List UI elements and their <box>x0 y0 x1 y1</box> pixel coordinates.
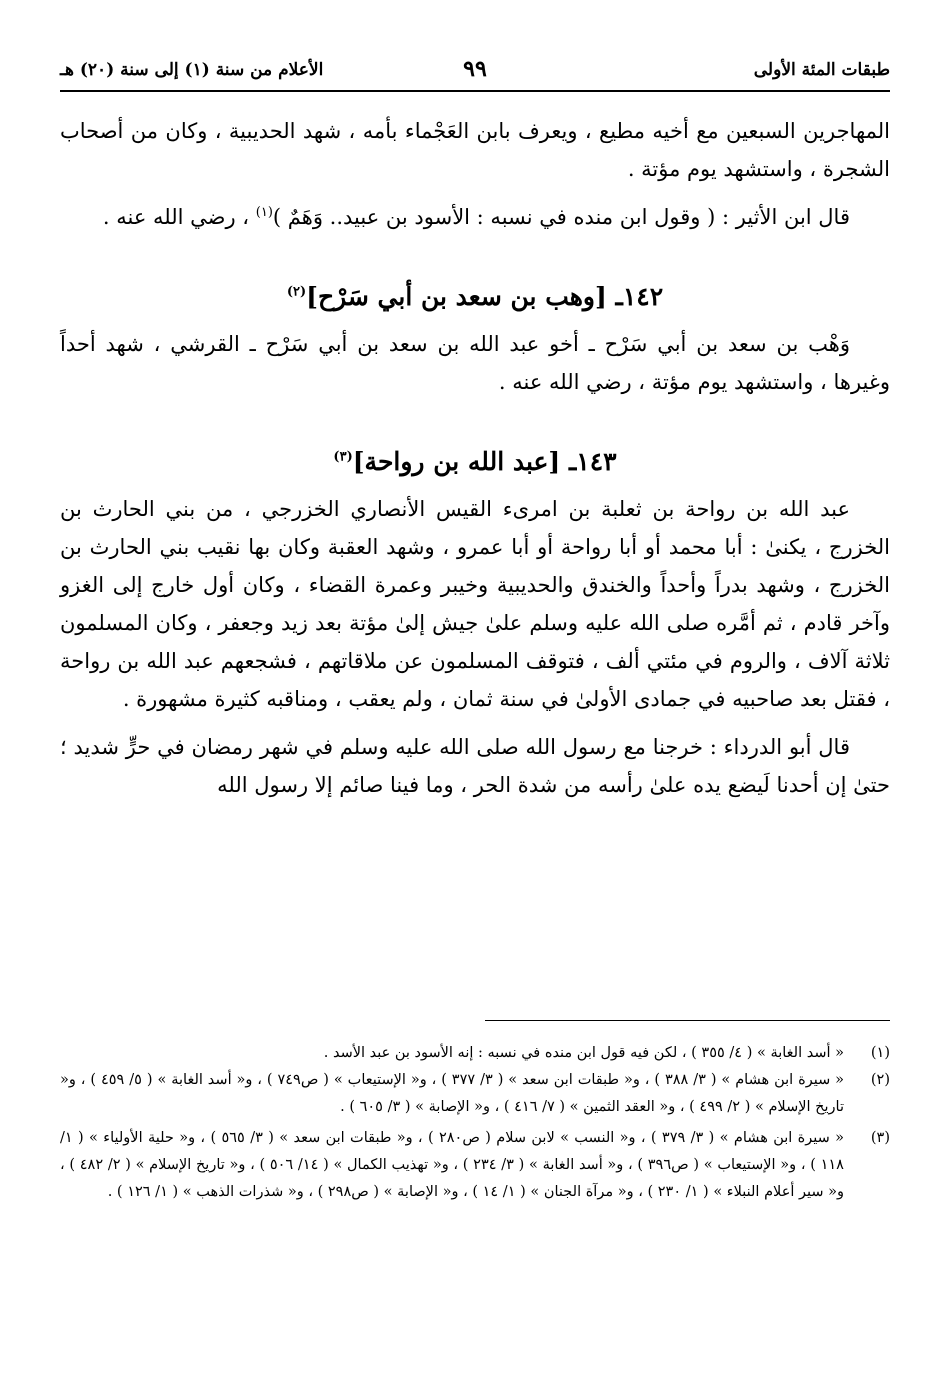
ibn-athir-quote <box>60 198 890 236</box>
entry-142-text: وَهْب بن سعد بن أبي سَرْح ـ أخو عبد الله بن سعد بن أبي سَرْح ـ القرشي ، شهد أحداً وغيرها ، واستشهد يوم مؤتة ، رضي الله عنه . <box>60 332 890 394</box>
footnote-number: (٢) <box>870 1072 890 1088</box>
header-book-title: طبقات المئة الأولى <box>753 60 890 80</box>
running-header <box>60 54 890 90</box>
footnote-ref-1: (١) <box>255 205 273 220</box>
page-number: ٩٩ <box>463 56 487 82</box>
quote-text: قال ابن الأثير : ( وقول ابن منده في نسبه : الأسود بن عبيد.. وَهَمٌ ) <box>272 205 850 229</box>
footnotes <box>60 1040 890 1206</box>
footnote-item <box>60 1040 890 1067</box>
footnote-item <box>60 1067 890 1121</box>
entry-142-title: ١٤٢ـ [وهب بن سعد بن أبي سَرْح] <box>306 282 664 311</box>
entry-142-heading <box>60 282 890 311</box>
continuation-paragraph: المهاجرين السبعين مع أخيه مطيع ، ويعرف بابن العَجْماء بأمه ، شهد الحديبية ، وكان من أصحاب الشجرة ، واستشهد يوم مؤتة . <box>60 119 890 181</box>
footnote-ref-2: (٢) <box>286 284 307 300</box>
footnote-ref-3: (٣) <box>333 449 353 465</box>
footnote-text: « سيرة ابن هشام » ( ٣/ ٣٨٨ ) ، و« طبقات ابن سعد » ( ٣/ ٣٧٧ ) ، و« الإستيعاب » ( ص٧٤٩ ) ، و« أسد الغابة » ( ٥/ ٤٥٩ ) ، و« تاريخ الإسلام » ( ٢/ ٤٩٩ ) ، و« العقد الثمين » ( ٧/ ٤١٦ ) ، و« الإصابة » ( ٣/ ٦٠٥ ) . <box>60 1072 845 1115</box>
footnote-number: (١) <box>870 1045 890 1061</box>
main-text <box>60 112 890 804</box>
entry-143-text: عبد الله بن رواحة بن ثعلبة بن امرىء القيس الأنصاري الخزرجي ، من بني الحارث بن الخزرج ، يكنىٰ : أبا محمد أو أبا رواحة أو أبا عمرو ، وشهد العقبة وكان بها نقيب بني الحارث بن الخزرج ، وشهد بدراً وأحداً والخندق والحديبية وخيبر وعمرة القضاء ، وكان أول خارج إلى الغزو وآخر قادم ، ثم أمَّره صلى الله عليه وسلم علىٰ جيش إلىٰ مؤتة بعد زيد وجعفر ، وكان المسلمون ثلاثة آلاف ، والروم في مئتي ألف ، فتوقف المسلمون عن ملاقاتهم ، فشجعهم عبد الله بن رواحة ، فقتل بعد صاحبيه في جمادى الأولىٰ في سنة ثمان ، ولم يعقب ، ومناقبه كثيرة مشهورة . <box>60 497 890 711</box>
header-chapter-range: الأعلام من سنة (١) إلى سنة (٢٠) هـ <box>60 60 324 80</box>
entry-143-heading <box>60 447 890 476</box>
quote-ending: ، رضي الله عنه . <box>102 205 256 229</box>
header-divider <box>60 90 890 92</box>
entry-143-title: ١٤٣ـ [عبد الله بن رواحة] <box>352 447 617 476</box>
footnote-text: « سيرة ابن هشام » ( ٣/ ٣٧٩ ) ، و« النسب » لابن سلام ( ص٢٨٠ ) ، و« طبقات ابن سعد » ( ٣/ ٥٦٥ ) ، و« حلية الأولياء » ( ١/ ١١٨ ) ، و« الإستيعاب » ( ص٣٩٦ ) ، و« أسد الغابة » ( ٣/ ٢٣٤ ) ، و« تهذيب الكمال » ( ١٤/ ٥٠٦ ) ، و« تاريخ الإسلام » ( ٢/ ٤٨٢ ) ، و« سير أعلام النبلاء » ( ١/ ٢٣٠ ) ، و« مرآة الجنان » ( ١/ ١٤ ) ، و« الإصابة » ( ص٢٩٨ ) ، و« شذرات الذهب » ( ١/ ١٢٦ ) . <box>60 1130 845 1200</box>
footnote-divider <box>485 1020 890 1021</box>
abu-darda-quote: قال أبو الدرداء : خرجنا مع رسول الله صلى الله عليه وسلم في شهر رمضان في حرٍّ شديد ؛ حتىٰ إن أحدنا لَيضع يده علىٰ رأسه من شدة الحر ، وما فينا صائم إلا رسول الله <box>60 735 890 797</box>
footnote-number: (٣) <box>870 1130 890 1146</box>
footnote-item <box>60 1125 890 1206</box>
footnote-text: « أسد الغابة » ( ٤/ ٣٥٥ ) ، لكن فيه قول ابن منده في نسبه : إنه الأسود بن عبد الأسد . <box>323 1045 844 1061</box>
